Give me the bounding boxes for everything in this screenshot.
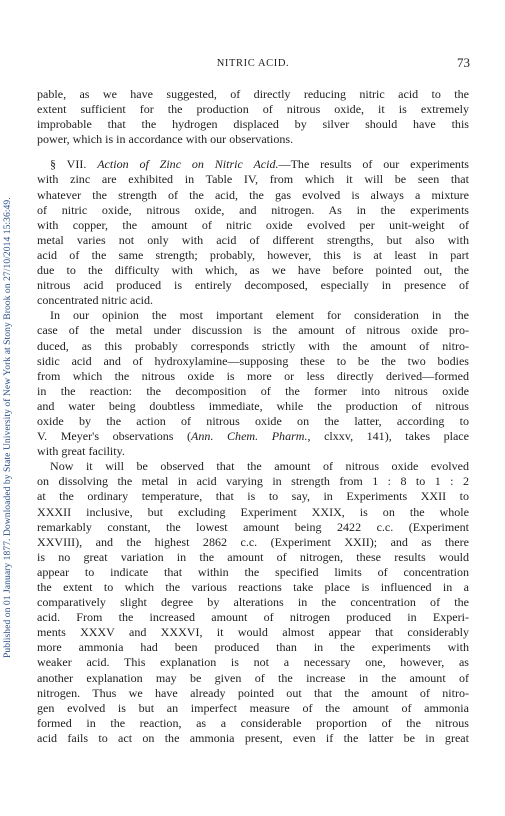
- text-line: XXXII inclusive, but excluding Experiment XXIX, is on the whole: [37, 504, 469, 519]
- text-line: of nitric oxide, nitrous oxide, and nitrogen. As in the experiments: [37, 202, 469, 217]
- text-line: sidic acid and of hydroxylamine—supposing these to be the two bodies: [37, 353, 469, 368]
- text-line: comparatively slight degree by alterations in the concentration of the: [37, 595, 469, 610]
- text-line: oxide by the action of nitrous oxide on the latter, according to: [37, 413, 469, 428]
- running-title: NITRIC ACID.: [216, 58, 290, 69]
- text-line: acid fails to act on the ammonia present, even if the latter be in great: [37, 730, 469, 745]
- text-line: improbable that the hydrogen displaced by silver should have this: [37, 117, 469, 132]
- text-line: remarkably constant, the lowest amount being 2422 c.c. (Experiment: [37, 519, 469, 534]
- text-line: appear to indicate that within the specified limits of concentration: [37, 564, 469, 579]
- text-line: and water being doubtless immediate, while the production of nitrous: [37, 398, 469, 413]
- page-number: 73: [457, 55, 470, 70]
- text-line: on dissolving the metal in acid varying in strength from 1 : 8 to 1 : 2: [37, 474, 469, 489]
- text-line: with great facility.: [37, 444, 125, 459]
- text-line: In our opinion the most important element for consideration in the: [50, 308, 469, 323]
- download-notice: [2, 18, 18, 658]
- text-line: ments XXXV and XXXVI, it would almost appear that considerably: [37, 625, 469, 640]
- text-line: power, which is in accordance with our observations.: [37, 132, 294, 147]
- text-line: more ammonia had been produced than in the experiments with: [37, 640, 469, 655]
- text-line: nitrous acid produced is entirely decomposed, especially in presence of: [37, 278, 469, 293]
- text-line: metal varies not only with acid of different strengths, but also with: [37, 232, 469, 247]
- download-notice-text: Published on 01 January 1877. Downloaded by State University of New York at Stony Brook on 27/10/2014 15:36:49.: [2, 197, 13, 658]
- text-line: is no great variation in the amount of nitrogen, these results would: [37, 549, 469, 564]
- text-line: Now it will be observed that the amount of nitrous oxide evolved: [50, 459, 469, 474]
- text-line: V. Meyer's observations (Ann. Chem. Pharm., clxxv, 141), takes place: [37, 429, 470, 444]
- text-line: pable, as we have suggested, of directly reducing nitric acid to the: [37, 87, 469, 101]
- text-line: concentrated nitric acid.: [37, 293, 154, 308]
- text-line: with zinc are exhibited in Table IV, from which it will be seen that: [37, 172, 469, 187]
- section-gap: [37, 147, 469, 157]
- text-line: XXVIII), and the highest 2862 c.c. (Experiment XXII); and as there: [37, 534, 469, 549]
- running-header: [36, 52, 470, 72]
- text-line: with copper, the amount of nitric oxide evolved per unit-weight of: [37, 217, 469, 232]
- text-line: whatever the strength of the acid, the gas evolved is always a mixture: [37, 187, 469, 202]
- text-line: case of the metal under discussion is the amount of nitrous oxide pro-: [37, 323, 469, 338]
- text-line: duced, as this probably corresponds strictly with the amount of nitro-: [37, 338, 469, 353]
- text-line: at the ordinary temperature, that is to say, in Experiments XXII to: [37, 489, 469, 504]
- text-line: the extent to which the various reactions take place is influenced in a: [37, 580, 469, 594]
- text-line: another explanation may be given of the increase in the amount of: [37, 670, 469, 685]
- text-line: nitrogen. Thus we have already pointed out that the amount of nitro-: [37, 685, 469, 700]
- text-line: in the reaction: the decomposition of the former into nitrous oxide: [37, 383, 469, 398]
- text-line: extent sufficient for the production of nitrous oxide, it is extremely: [37, 102, 469, 117]
- text-line: from which the nitrous oxide is more or less directly derived—formed: [37, 368, 469, 383]
- text-line: due to the difficulty with which, as we have before pointed out, the: [37, 263, 469, 278]
- text-line: formed in the reaction, as a considerable proportion of the nitrous: [37, 715, 469, 730]
- text-line: acid of the same strength; probably, however, this is at least in part: [37, 247, 469, 262]
- text-line: weaker acid. This explanation is not a necessary one, however, as: [37, 655, 469, 670]
- text-line: acid. From the increased amount of nitrogen produced in Experi-: [37, 610, 469, 625]
- text-line: gen evolved is but an imperfect measure of the amount of ammonia: [37, 700, 469, 715]
- body-text: [37, 87, 469, 746]
- section-heading-line: § VII. Action of Zinc on Nitric Acid.—The results of our experiments: [50, 157, 469, 172]
